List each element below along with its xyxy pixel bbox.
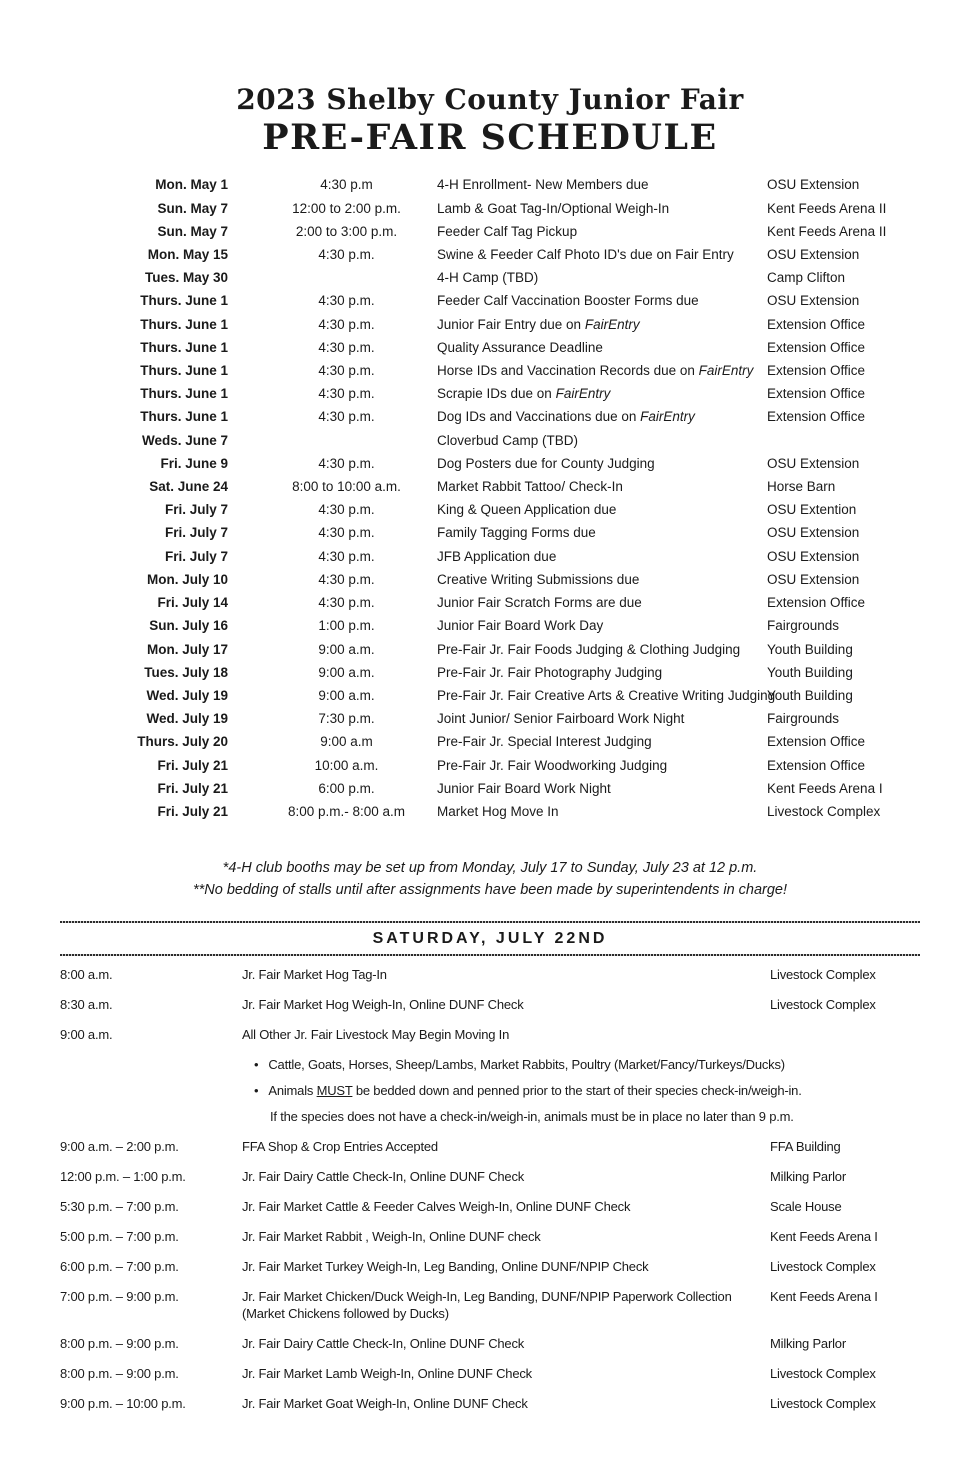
footnotes: [60, 857, 920, 901]
row-time: 1:00 p.m.: [318, 618, 375, 634]
row-event: Pre-Fair Jr. Fair Woodworking Judging: [437, 757, 668, 773]
row-event: Junior Fair Entry due on FairEntry: [437, 316, 640, 332]
prefair-row: [60, 173, 920, 196]
row-location: Fairgrounds: [767, 711, 840, 727]
row-location: OSU Extension: [767, 247, 860, 263]
row-date: Mon. May 1: [155, 177, 228, 193]
saturday-row: [60, 1335, 920, 1352]
row-event: Pre-Fair Jr. Fair Photography Judging: [437, 664, 663, 680]
row-date: Sun. May 7: [157, 223, 228, 239]
row-event: Pre-Fair Jr. Special Interest Judging: [437, 734, 652, 750]
row-time: 9:00 p.m. – 10:00 p.m.: [60, 1396, 186, 1412]
row-event: Feeder Calf Tag Pickup: [437, 223, 578, 239]
footnote-booths: *4-H club booths may be set up from Monday, July 17 to Sunday, July 23 at 12 p.m.: [222, 860, 758, 877]
row-date: Mon. May 15: [147, 247, 228, 263]
row-event: Jr. Fair Dairy Cattle Check-In, Online DUNF Check: [242, 1169, 525, 1185]
prefair-table: [60, 173, 920, 823]
row-location: [770, 1026, 920, 1043]
row-date: Sun. July 16: [149, 618, 228, 634]
row-time: 4:30 p.m: [320, 177, 373, 193]
row-time: 5:00 p.m. – 7:00 p.m.: [60, 1229, 179, 1245]
prefair-row: [60, 382, 920, 405]
prefair-row: [60, 638, 920, 661]
row-time: 12:00 to 2:00 p.m.: [292, 200, 401, 216]
row-time: 8:30 a.m.: [60, 997, 113, 1013]
row-event: Horse IDs and Vaccination Records due on FairEntry: [437, 363, 754, 379]
row-date: Weds. June 7: [141, 432, 228, 448]
row-location: Livestock Complex: [770, 1366, 876, 1382]
saturday-row: [60, 1395, 920, 1412]
row-event: Junior Fair Scratch Forms are due: [437, 595, 642, 611]
prefair-row: [60, 591, 920, 614]
prefair-row: [60, 429, 920, 452]
row-time: 6:00 p.m. – 7:00 p.m.: [60, 1259, 179, 1275]
row-location: Extension Office: [767, 339, 866, 355]
row-event: Market Hog Move In: [437, 803, 559, 819]
prefair-row: [60, 475, 920, 498]
row-time: 4:30 p.m.: [318, 339, 375, 355]
row-date: Wed. July 19: [146, 711, 228, 727]
saturday-row: [60, 1228, 920, 1245]
row-time: 4:30 p.m.: [318, 293, 375, 309]
row-event: Swine & Feeder Calf Photo ID's due on Fair Entry: [437, 247, 734, 263]
row-location: Kent Feeds Arena II: [767, 223, 887, 239]
saturday-row: [60, 1168, 920, 1185]
row-event: Dog IDs and Vaccinations due on FairEntry: [437, 409, 695, 425]
row-date: Fri. July 7: [164, 548, 228, 564]
row-time: 12:00 p.m. – 1:00 p.m.: [60, 1169, 186, 1185]
row-location: [767, 429, 920, 452]
prefair-row: [60, 684, 920, 707]
prefair-row: [60, 266, 920, 289]
row-location: Kent Feeds Arena II: [767, 200, 887, 216]
prefair-row: [60, 359, 920, 382]
row-date: Thurs. June 1: [140, 293, 228, 309]
prefair-row: [60, 405, 920, 428]
row-event: Junior Fair Board Work Day: [437, 618, 604, 634]
saturday-section: [60, 921, 920, 1412]
row-time: 2:00 to 3:00 p.m.: [295, 223, 398, 239]
row-time: 8:00 to 10:00 a.m.: [292, 479, 401, 495]
prefair-row: [60, 197, 920, 220]
row-location: OSU Extension: [767, 525, 860, 541]
row-date: Fri. July 14: [157, 595, 228, 611]
row-location: Extension Office: [767, 757, 866, 773]
row-event: All Other Jr. Fair Livestock May Begin Moving In: [242, 1027, 510, 1043]
row-date: Fri. July 21: [157, 757, 228, 773]
row-event: Jr. Fair Market Goat Weigh-In, Online DUNF Check: [242, 1396, 528, 1412]
row-time: 4:30 p.m.: [318, 548, 375, 564]
row-time: 4:30 p.m.: [318, 363, 375, 379]
saturday-bullet: [60, 1056, 920, 1073]
row-event: 4-H Enrollment- New Members due: [437, 177, 649, 193]
row-location: OSU Extension: [767, 177, 860, 193]
row-location: Milking Parlor: [770, 1169, 846, 1185]
row-time: 9:00 a.m.: [318, 687, 375, 703]
saturday-row: [60, 1138, 920, 1155]
row-location: OSU Extension: [767, 571, 860, 587]
prefair-row: [60, 521, 920, 544]
row-location: OSU Extention: [767, 502, 857, 518]
row-event: Jr. Fair Market Rabbit , Weigh-In, Online DUNF check: [242, 1229, 541, 1245]
row-date: Tues. May 30: [144, 270, 228, 286]
row-date: Sun. May 7: [157, 200, 228, 216]
row-date: Fri. July 21: [157, 780, 228, 796]
row-event: Jr. Fair Market Hog Tag-In: [242, 967, 387, 983]
saturday-heading: SATURDAY, JULY 22ND: [372, 930, 608, 948]
row-location: Scale House: [770, 1199, 842, 1215]
row-location: Kent Feeds Arena I: [770, 1229, 878, 1245]
row-event: Jr. Fair Market Cattle & Feeder Calves Weigh-In, Online DUNF Check: [242, 1199, 631, 1215]
row-time: 8:00 p.m. – 9:00 p.m.: [60, 1366, 179, 1382]
bullet-icon: •: [254, 1083, 259, 1099]
row-time: 7:30 p.m.: [318, 711, 375, 727]
prefair-row: [60, 313, 920, 336]
row-location: Kent Feeds Arena I: [767, 780, 883, 796]
row-time: 7:00 p.m. – 9:00 p.m.: [60, 1289, 179, 1305]
row-location: Fairgrounds: [767, 618, 840, 634]
row-date: Wed. July 19: [146, 687, 228, 703]
prefair-row: [60, 545, 920, 568]
row-time: 4:30 p.m.: [318, 386, 375, 402]
bullet-text: Cattle, Goats, Horses, Sheep/Lambs, Market Rabbits, Poultry (Market/Fancy/Turkeys/Ducks): [268, 1057, 785, 1073]
row-event: Jr. Fair Market Turkey Weigh-In, Leg Banding, Online DUNF/NPIP Check: [242, 1259, 649, 1275]
row-time: 9:00 a.m: [320, 734, 373, 750]
saturday-row: [60, 1198, 920, 1215]
prefair-row: [60, 730, 920, 753]
row-date: Sat. June 24: [149, 479, 228, 495]
row-location: Livestock Complex: [770, 1396, 876, 1412]
row-event: Feeder Calf Vaccination Booster Forms due: [437, 293, 699, 309]
page-subtitle: PRE-FAIR SCHEDULE: [262, 117, 718, 159]
row-time: [228, 266, 437, 289]
row-location: Extension Office: [767, 409, 866, 425]
row-time: 9:00 a.m. – 2:00 p.m.: [60, 1139, 179, 1155]
row-event: Joint Junior/ Senior Fairboard Work Night: [437, 711, 685, 727]
row-event: Scrapie IDs due on FairEntry: [437, 386, 611, 402]
row-time: 9:00 a.m.: [318, 664, 375, 680]
row-time: 4:30 p.m.: [318, 571, 375, 587]
row-location: FFA Building: [770, 1139, 841, 1155]
row-location: Extension Office: [767, 386, 866, 402]
row-location: Milking Parlor: [770, 1336, 846, 1352]
row-location: Livestock Complex: [767, 803, 881, 819]
row-event: JFB Application due: [437, 548, 557, 564]
row-event: 4-H Camp (TBD): [437, 270, 539, 286]
saturday-bullet: [60, 1082, 920, 1099]
row-time: 4:30 p.m.: [318, 595, 375, 611]
row-time: 6:00 p.m.: [318, 780, 375, 796]
saturday-row: [60, 1026, 920, 1043]
row-date: Tues. July 18: [144, 664, 228, 680]
row-date: Mon. July 17: [146, 641, 228, 657]
row-date: Fri. June 9: [160, 455, 228, 471]
saturday-row: [60, 1288, 920, 1322]
row-event: Family Tagging Forms due: [437, 525, 596, 541]
row-location: OSU Extension: [767, 548, 860, 564]
row-location: Youth Building: [767, 664, 853, 680]
row-date: Thurs. July 20: [137, 734, 228, 750]
row-location: Livestock Complex: [770, 997, 876, 1013]
row-event: Jr. Fair Market Lamb Weigh-In, Online DUNF Check: [242, 1366, 532, 1382]
row-date: Fri. July 7: [164, 502, 228, 518]
prefair-row: [60, 800, 920, 823]
row-location: Camp Clifton: [767, 270, 846, 286]
prefair-row: [60, 754, 920, 777]
section-divider-bottom: [60, 954, 920, 956]
prefair-row: [60, 220, 920, 243]
row-location: Livestock Complex: [770, 967, 876, 983]
row-time: 9:00 a.m.: [318, 641, 375, 657]
prefair-row: [60, 498, 920, 521]
row-event: Market Rabbit Tattoo/ Check-In: [437, 479, 623, 495]
saturday-row: [60, 1365, 920, 1382]
row-location: Kent Feeds Arena I: [770, 1289, 878, 1305]
prefair-row: [60, 243, 920, 266]
page-title: 2023 Shelby County Junior Fair: [236, 83, 744, 116]
prefair-row: [60, 614, 920, 637]
prefair-row: [60, 568, 920, 591]
row-location: Extension Office: [767, 734, 866, 750]
prefair-row: [60, 452, 920, 475]
row-date: Thurs. June 1: [140, 363, 228, 379]
row-location: Extension Office: [767, 363, 866, 379]
prefair-row: [60, 336, 920, 359]
saturday-row: [60, 1258, 920, 1275]
bullet-text: Animals MUST be bedded down and penned prior to the start of their species check-in/weigh-in.: [268, 1083, 802, 1099]
row-event: Jr. Fair Market Chicken/Duck Weigh-In, Leg Banding, DUNF/NPIP Paperwork Collection (Market Chickens followed by Ducks): [242, 1289, 732, 1322]
row-location: Extension Office: [767, 316, 866, 332]
prefair-row: [60, 289, 920, 312]
row-location: Extension Office: [767, 595, 866, 611]
row-time: 8:00 a.m.: [60, 967, 113, 983]
row-date: Thurs. June 1: [140, 409, 228, 425]
saturday-note-line: If the species does not have a check-in/weigh-in, animals must be in place no later than 9 p.m.: [270, 1109, 794, 1125]
row-time: 9:00 a.m.: [60, 1027, 113, 1043]
saturday-row: [60, 966, 920, 983]
row-location: Youth Building: [767, 641, 853, 657]
row-location: Youth Building: [767, 687, 853, 703]
row-time: 4:30 p.m.: [318, 455, 375, 471]
prefair-row: [60, 707, 920, 730]
row-location: OSU Extension: [767, 455, 860, 471]
row-location: Horse Barn: [767, 479, 836, 495]
row-date: Thurs. June 1: [140, 316, 228, 332]
row-time: 4:30 p.m.: [318, 247, 375, 263]
row-event: Pre-Fair Jr. Fair Creative Arts & Creative Writing Judging: [437, 687, 776, 703]
row-date: Thurs. June 1: [140, 339, 228, 355]
row-time: 4:30 p.m.: [318, 525, 375, 541]
row-time: 8:00 p.m.- 8:00 a.m: [287, 803, 406, 819]
row-date: Fri. July 7: [164, 525, 228, 541]
row-event: Junior Fair Board Work Night: [437, 780, 611, 796]
saturday-table: [60, 966, 920, 1412]
footnote-bedding: **No bedding of stalls until after assignments have been made by superintendents in charge!: [192, 882, 788, 899]
row-event: King & Queen Application due: [437, 502, 617, 518]
row-time: 4:30 p.m.: [318, 409, 375, 425]
row-time: 4:30 p.m.: [318, 502, 375, 518]
row-event: Cloverbud Camp (TBD): [437, 432, 579, 448]
row-date: Thurs. June 1: [140, 386, 228, 402]
row-time: 5:30 p.m. – 7:00 p.m.: [60, 1199, 179, 1215]
row-event: FFA Shop & Crop Entries Accepted: [242, 1139, 438, 1155]
row-time: 4:30 p.m.: [318, 316, 375, 332]
row-event: Creative Writing Submissions due: [437, 571, 640, 587]
row-date: Mon. July 10: [146, 571, 228, 587]
row-event: Jr. Fair Dairy Cattle Check-In, Online DUNF Check: [242, 1336, 525, 1352]
row-time: 8:00 p.m. – 9:00 p.m.: [60, 1336, 179, 1352]
prefair-row: [60, 777, 920, 800]
row-time: [228, 429, 437, 452]
row-event: Pre-Fair Jr. Fair Foods Judging & Clothing Judging: [437, 641, 741, 657]
row-event: Dog Posters due for County Judging: [437, 455, 655, 471]
row-event: Jr. Fair Market Hog Weigh-In, Online DUNF Check: [242, 997, 524, 1013]
row-time: 10:00 a.m.: [314, 757, 379, 773]
prefair-row: [60, 661, 920, 684]
saturday-row: [60, 996, 920, 1013]
bullet-icon: •: [254, 1057, 259, 1073]
row-date: Fri. July 21: [157, 803, 228, 819]
row-event: Quality Assurance Deadline: [437, 339, 603, 355]
row-location: Livestock Complex: [770, 1259, 876, 1275]
row-location: OSU Extension: [767, 293, 860, 309]
row-event: Lamb & Goat Tag-In/Optional Weigh-In: [437, 200, 670, 216]
